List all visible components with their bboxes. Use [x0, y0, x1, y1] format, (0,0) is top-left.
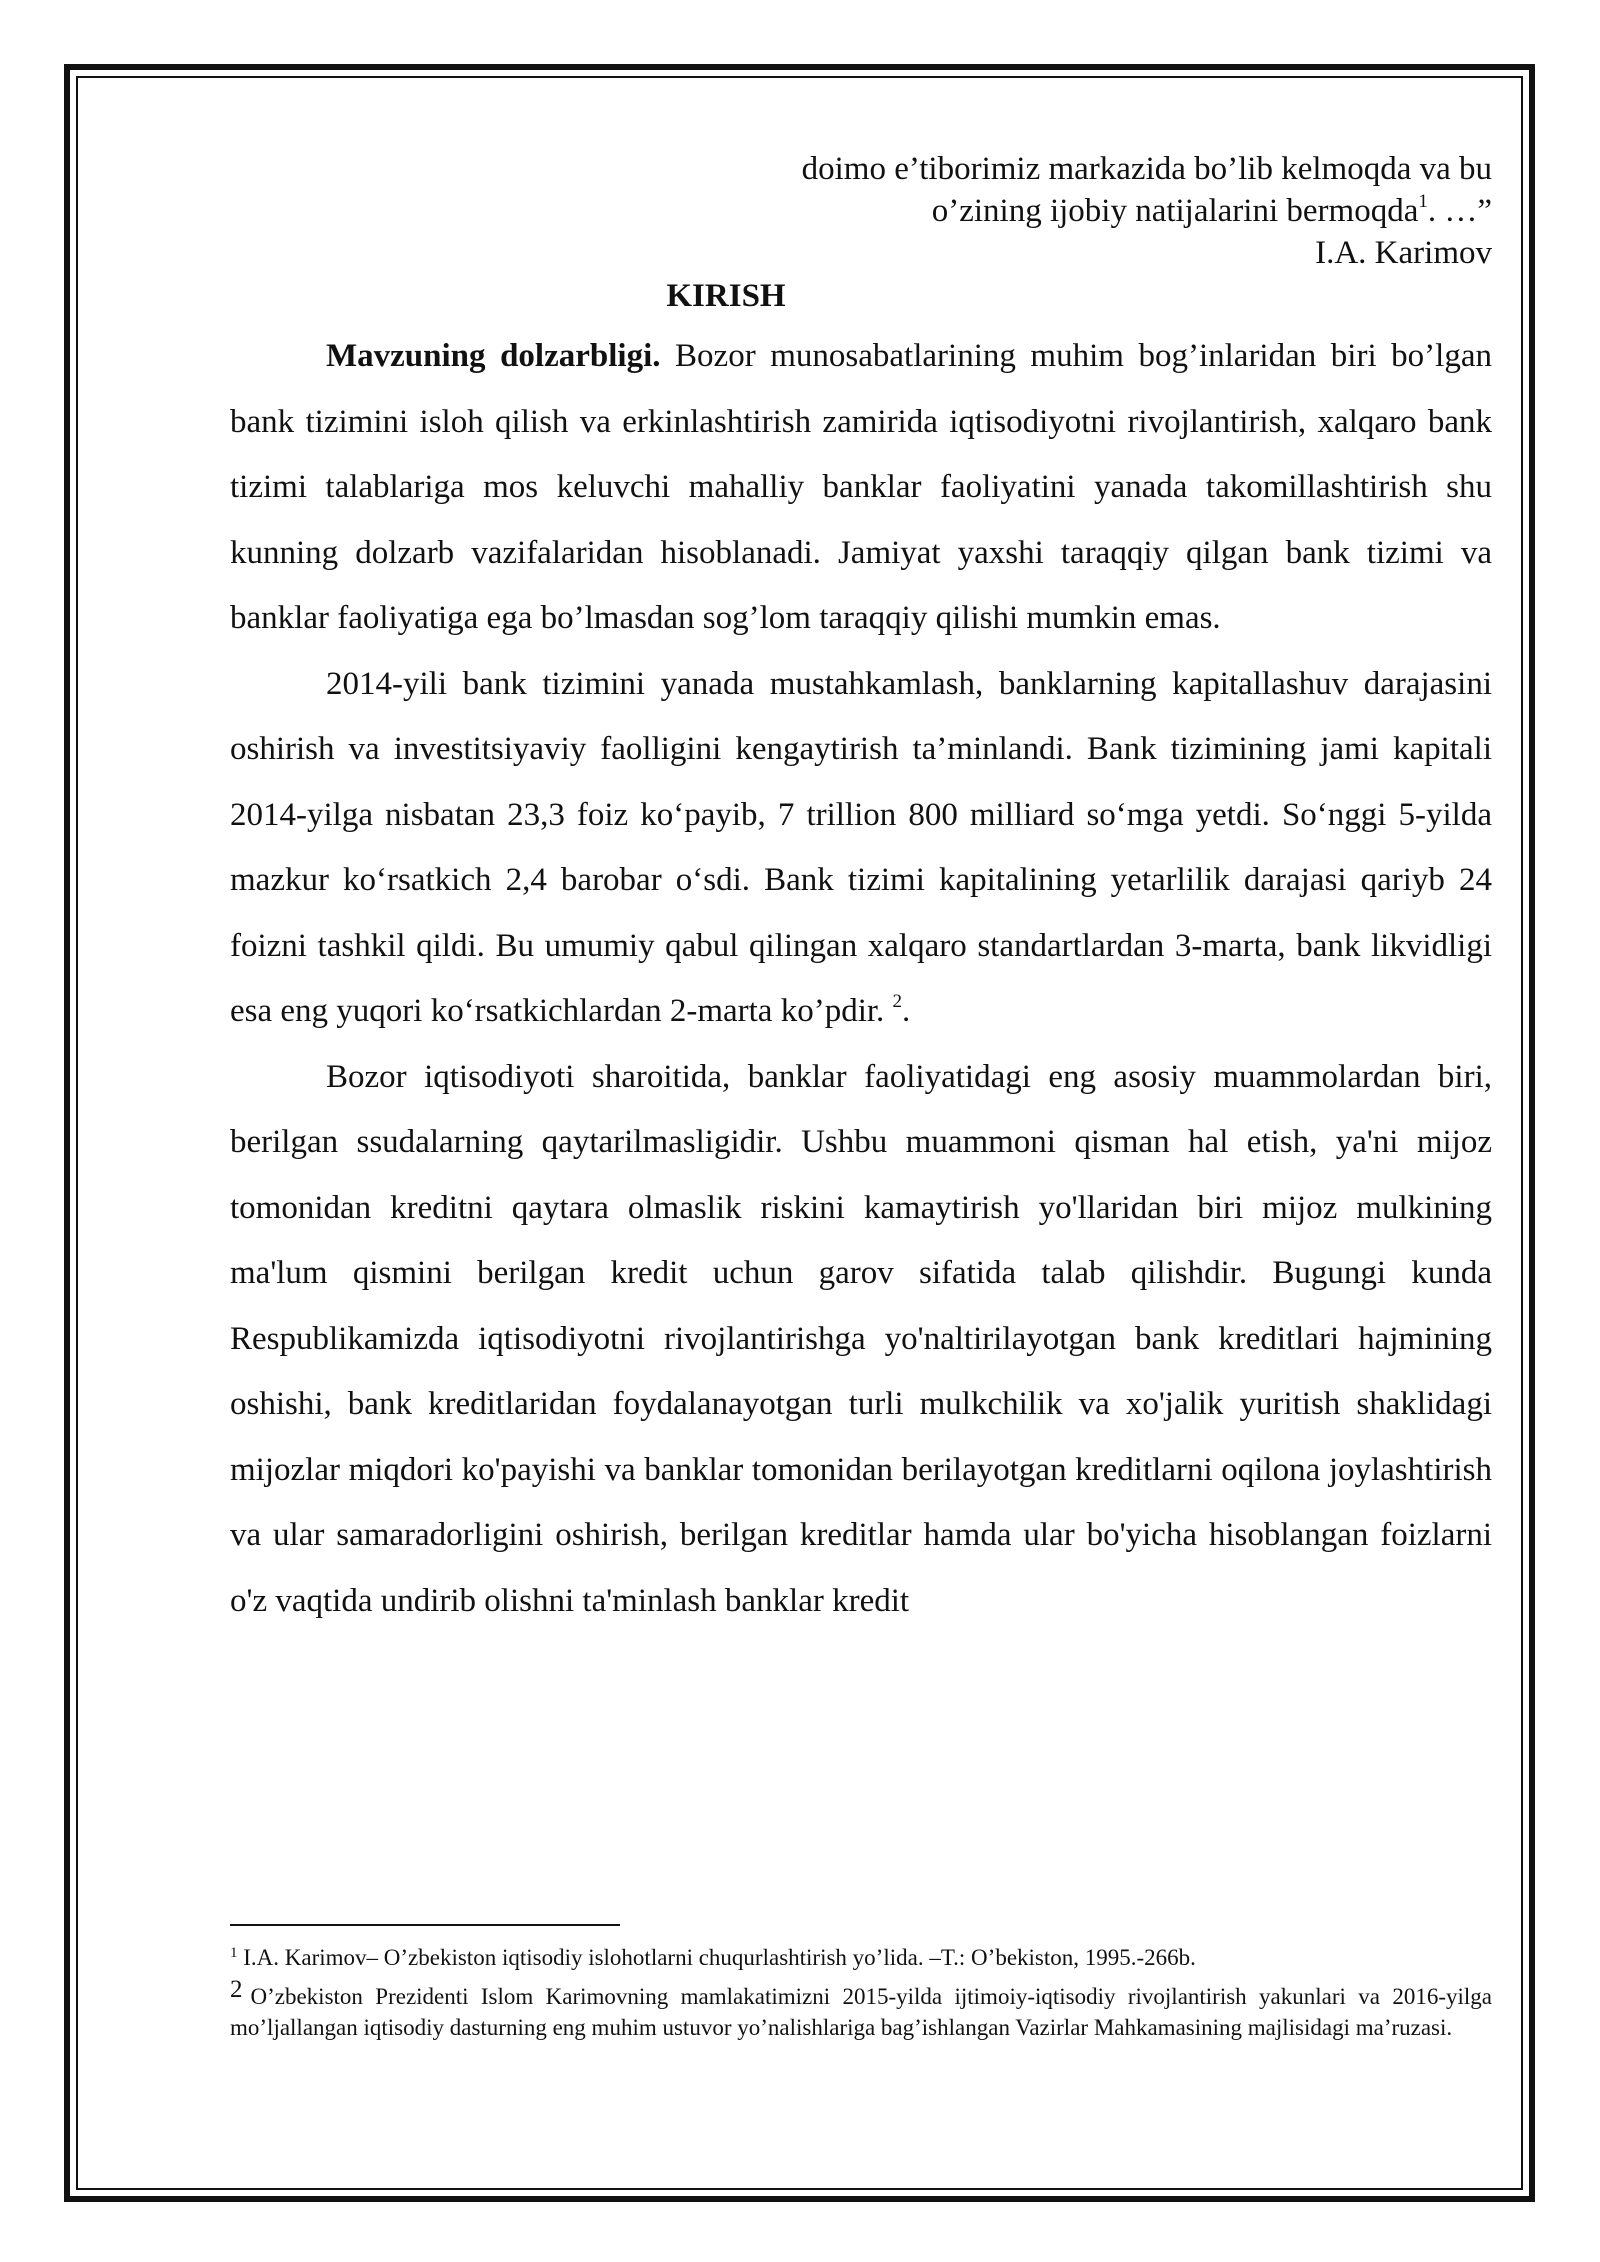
epigraph-line-2-tail: . …” [1427, 193, 1492, 229]
epigraph [230, 148, 1492, 274]
epigraph-line-1: doimo e’tiborimiz markazida bo’lib kelmoqda va bu [801, 151, 1492, 187]
paragraph-1-text: Bozor munosabatlarining muhim bog’inlaridan biri bo’lgan bank tizimini isloh qilish va erkinlashtirish zamirida iqtisodiyotni rivojlantirish, xalqaro bank tizimi talablariga mos keluvchi mahalliy banklar faoliyatini yanada takomillashtirish shu kunning dolzarb vazifalaridan hisoblanadi. Jamiyat yaxshi taraqqiy qilgan bank tizimi va banklar faoliyatiga ega bo’lmasdan sog’lom taraqqiy qilishi mumkin emas. [230, 338, 1492, 636]
page-content [230, 148, 1492, 1634]
footnote-ref-2[interactable]: 2 [892, 991, 903, 1012]
epigraph-author: I.A. Karimov [1315, 235, 1492, 271]
footnote-2-number: 2 [230, 1976, 243, 2003]
epigraph-line-2 [230, 190, 1492, 232]
footnotes [230, 1942, 1492, 2047]
paragraph-3: Bozor iqtisodiyoti sharoitida, banklar faoliyatidagi eng asosiy muammolardan biri, berilgan ssudalarning qaytarilmasligidir. Ushbu muammoni qisman hal etish, ya'ni mijoz tomonidan kreditni qaytara olmaslik riskini kamaytirish yo'llaridan biri mijoz mulkining ma'lum qismini berilgan kredit uchun garov sifatida talab qilishdir. Bugungi kunda Respublikamizda iqtisodiyotni rivojlantirishga yo'naltirilayotgan bank kreditlari hajmining oshishi, bank kreditlaridan foydalanayotgan turli mulkchilik va xo'jalik yuritish shaklidagi mijozlar miqdori ko'payishi va banklar tomonidan berilayotgan kreditlarni oqilona joylashtirish va ular samaradorligini oshirish, berilgan kreditlar hamda ular bo'yicha hisoblangan foizlarni o'z vaqtida undirib olishni ta'minlash banklar kredit [230, 1058, 1492, 1619]
footnote-ref-1[interactable]: 1 [1418, 191, 1428, 212]
paragraph-2-tail: . [902, 993, 911, 1029]
section-heading: KIRISH [666, 278, 786, 314]
footnote-1 [230, 1942, 1492, 1977]
footnote-2 [230, 1976, 1492, 2043]
footnote-separator [230, 1924, 620, 1926]
paragraph-2-text: 2014-yili bank tizimini yanada mustahkamlash, banklarning kapitallashuv darajasini oshirish va investitsiyaviy faolligini kengaytirish ta’minlandi. Bank tizimining jami kapitali 2014-yilga nisbatan 23,3 foiz ko‘payib, 7 trillion 800 milliard so‘mga yetdi. So‘nggi 5-yilda mazkur ko‘rsatkich 2,4 barobar o‘sdi. Bank tizimi kapitalining yetarlilik darajasi qariyb 24 foizni tashkil qildi. Bu umumiy qabul qilingan xalqaro standartlardan 3-marta, bank likvidligi esa eng yuqori ko‘rsatkichlardan 2-marta ko’pdir. [230, 665, 1492, 1029]
paragraph-1 [230, 324, 1492, 652]
paragraph-2 [230, 652, 1492, 1045]
footnote-2-text: O’zbekiston Prezidenti Islom Karimovning mamlakatimizni 2015-yilda ijtimoiy-iqtisodiy rivojlantirish yakunlari va 2016-yilga mo’ljallangan iqtisodiy dasturning eng muhim ustuvor yo’nalishlariga bag’ishlangan Vazirlar Mahkamasining majlisidagi ma’ruzasi. [230, 1984, 1492, 2040]
paragraph-1-lead: Mavzuning dolzarbligi. [326, 338, 661, 374]
epigraph-line-2-text: o’zining ijobiy natijalarini bermoqda [931, 193, 1419, 229]
body-text [230, 324, 1492, 1634]
footnote-1-number: 1 [230, 1945, 238, 1961]
footnote-1-text: I.A. Karimov– O’zbekiston iqtisodiy islohotlarni chuqurlashtirish yo’lida. –T.: O’bekiston, 1995.-266b. [237, 1945, 1196, 1970]
